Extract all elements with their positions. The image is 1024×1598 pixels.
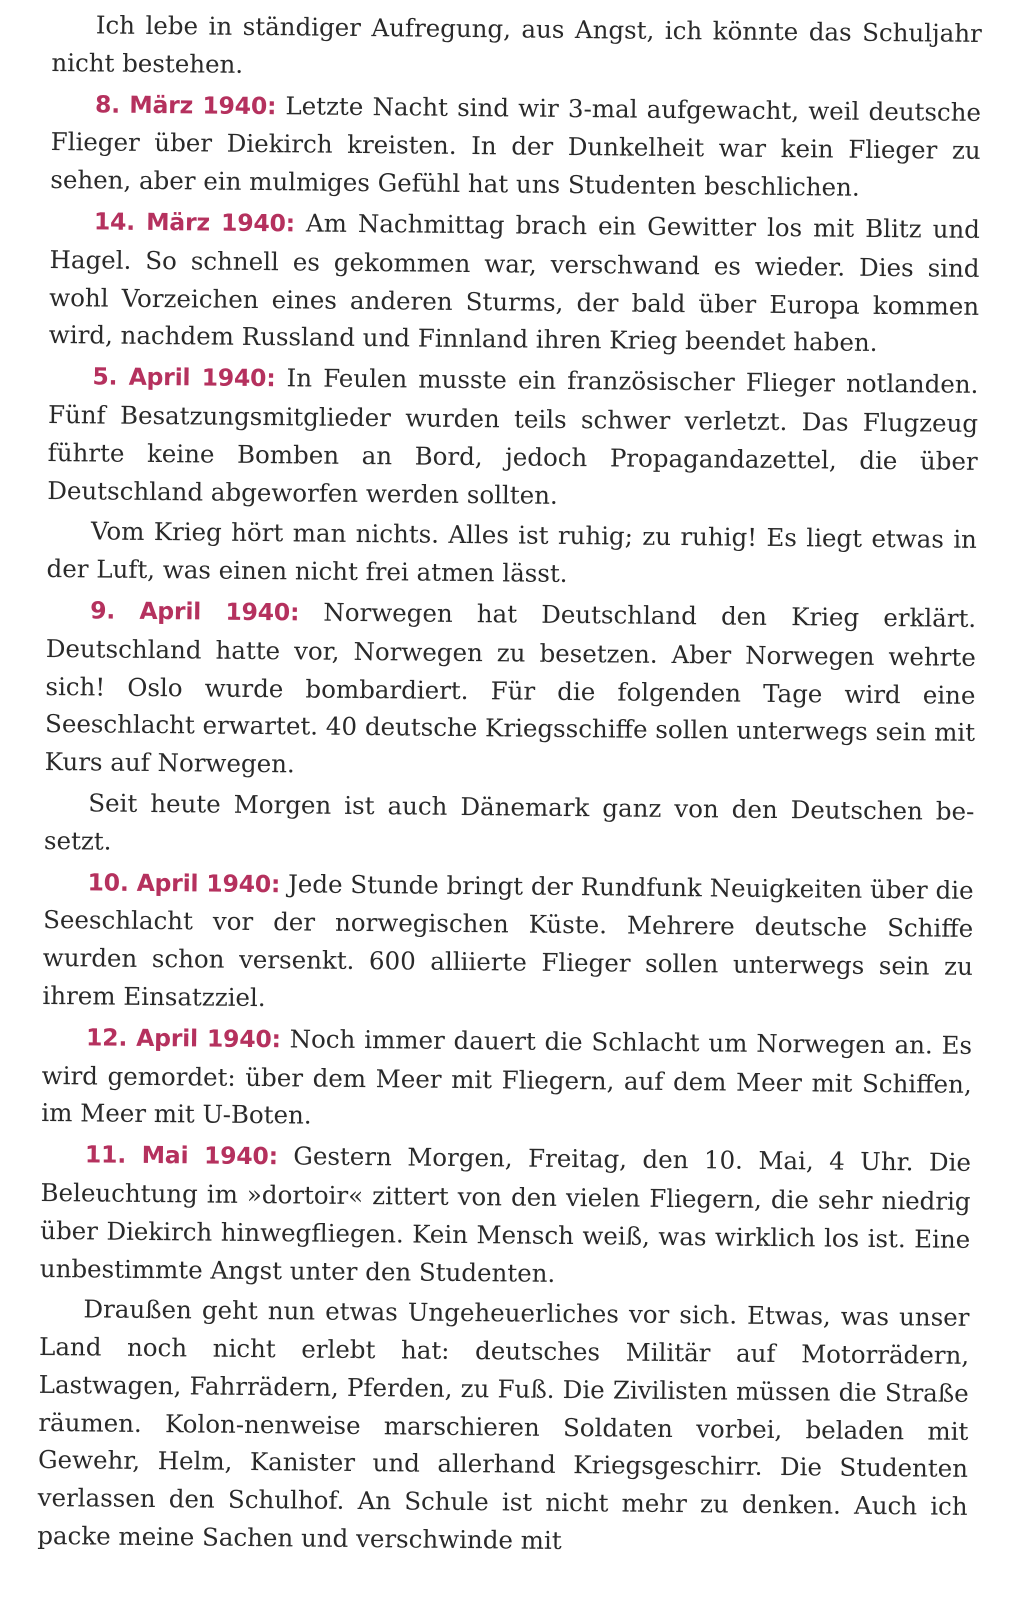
entry-text: Letzte Nacht sind wir 3-mal aufgewacht, weil deutsche Flieger über Diekirch kreisten. In der Dunkelheit war kein Flieger zu sehen, aber ein mulmiges Gefühl hat uns Studenten beschlichen. [50,90,982,202]
entry-text: Jede Stunde bringt der Rundfunk Neuigkeiten über die Seeschlacht vor der norwegischen Küste. Mehrere deutsche Schiffe wurden schon versenkt. 600 alliierte Flieger sollen unterwegs sein zu ihrem Einsatzziel. [42,868,974,1013]
entry-date: 10. April 1940: [87,867,281,898]
entry-text: In Feulen musste ein französischer Flieger notlanden. Fünf Besatzungsmitglieder wurden teils schwer verletzt. Das Flugzeug führte keine Bomben an Bord, jedoch Propagandazettel, die über Deutschland abgeworfen werden sollten. [47,363,979,510]
entry-date: 5. April 1940: [92,362,276,393]
diary-page [37,6,982,1567]
diary-entry [42,862,973,1023]
paragraph-text: Ich lebe in ständiger Aufregung, aus Angst, ich könnte das Schuljahr nicht bestehen. [51,10,982,79]
diary-entry [41,1018,972,1141]
diary-entry [40,1135,971,1296]
entry-text: Norwegen hat Deutschland den Krieg erklärt. Deutschland hatte vor, Norwegen zu besetzen. Aber Norwegen wehrte sich! Oslo wurde bombardiert. Für die folgenden Tage wird eine Seeschlacht erwartet. 40 deutsche Kriegsschiffe sollen unterwegs sein mit Kurs auf Norwegen. [44,597,977,779]
diary-entry [49,202,980,363]
entry-date: 9. April 1940: [90,596,300,627]
diary-entry [47,357,978,518]
paragraph-text: Vom Krieg hört man nichts. Alles ist ruhig; zu ruhig! Es liegt etwas in der Luft, was einen nicht frei atmen lässt. [46,516,978,589]
diary-entry [50,85,981,208]
entry-date: 12. April 1940: [85,1023,281,1053]
paragraph-text: Seit heute Morgen ist auch Dänemark ganz von den Deutschen be-setzt. [43,788,975,856]
entry-text: Am Nachmittag brach ein Gewitter los mit Blitz und Hagel. So schnell es gekommen war, verschwand es wieder. Dies sind wohl Vorzeichen eines anderen Sturms, der bald über Europa kommen wird, nachdem Russland und Finnland ihren Krieg beendet haben. [48,208,981,358]
paragraph-text: Draußen geht nun etwas Ungeheuerliches vor sich. Etwas, was unser Land noch nicht erlebt hat: deutsches Militär auf Motorrädern, Lastwagen, Fahrrädern, Pferden, zu Fuß. Die Zivilisten müssen die Straße räumen. Kolon-nenweise marschieren Soldaten vorbei, beladen mit Gewehr, Helm, Kanister und allerhand Kriegsgeschirr. Die Studenten verlassen den Schulhof. An Schule ist nicht mehr zu denken. Auch ich packe meine Sachen und verschwinde mit [37,1294,970,1556]
diary-paragraph [51,6,982,91]
diary-paragraph [44,784,975,869]
entry-text: Gestern Morgen, Freitag, den 10. Mai, 4 Uhr. Die Beleuchtung im »dortoir« zittert von den vielen Fliegern, die sehr niedrig über Diekirch hinwegfliegen. Kein Mensch weiß, was wirklich los ist. Eine unbestimmte Angst unter den Studenten. [39,1141,972,1288]
entry-date: 14. März 1940: [93,207,296,238]
entry-date: 11. Mai 1940: [84,1140,278,1171]
diary-paragraph [46,512,977,597]
diary-entry [45,591,977,790]
entry-text: Noch immer dauert die Schlacht um Norwegen an. Es wird gemordet: über dem Meer mit Fliegern, auf dem Meer mit Schiffen, im Meer mit U-Boten. [41,1024,973,1130]
diary-paragraph [37,1290,969,1563]
entry-date: 8. März 1940: [94,90,277,120]
